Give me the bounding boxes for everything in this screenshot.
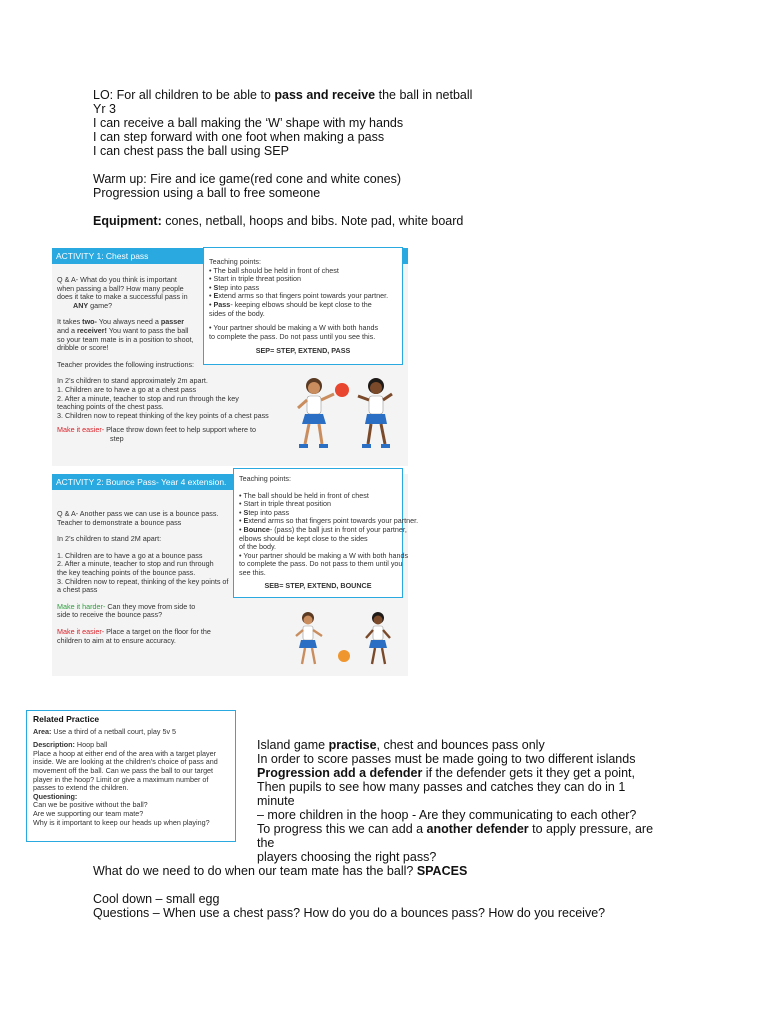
ball-icon <box>338 650 350 662</box>
child-figure-right <box>358 378 392 448</box>
activity-2-text: Q & A- Another pass we can use is a bounce pass. Teacher to demonstrate a bounce pass In 2’s children to stand 2M apart: 1. Children are to have a go at a bounce pass 2. After a minute, teacher to stop and run through the key teaching points of the bounce pass. 3. Children now to repeat, thinking of the key points of a chest pass Make it harder- Can they move from side to side to receive the bounce pass? Make it easier- Place a target on the floor for the children to aim at to ensure accuracy. <box>57 509 229 645</box>
can-statement-2: I can step forward with one foot when making a pass <box>93 130 385 144</box>
make-it-easier-label: Make it easier- <box>57 626 105 636</box>
child-figure-left <box>298 378 334 448</box>
ball-icon <box>335 383 349 397</box>
warmup-line-1: Warm up: Fire and ice game(red cone and white cones) <box>93 172 402 186</box>
bounce-pass-illustration <box>286 608 401 672</box>
island-line-4: Then pupils to see how many passes and catches they can do in 1 <box>257 780 626 794</box>
island-line-9: players choosing the right pass? <box>257 850 437 864</box>
chest-pass-illustration <box>288 372 403 454</box>
warmup-line-2: Progression using a ball to free someone <box>93 186 321 200</box>
make-it-harder-label: Make it harder- <box>57 601 106 611</box>
year-line: Yr 3 <box>93 102 116 116</box>
activity-2-header: ACTIVITY 2: Bounce Pass- Year 4 extension. <box>52 474 234 490</box>
island-line-6: – more children in the hoop - Are they communicating to each other? <box>257 808 637 822</box>
cool-down-line: Cool down – small egg <box>93 892 220 906</box>
lo-line: LO: For all children to be able to pass and receive the ball in netball <box>93 88 473 102</box>
child-figure-right <box>366 612 390 664</box>
island-line-8: the <box>257 836 275 850</box>
island-line-3: Progression add a defender if the defender gets it they get a point, <box>257 766 635 780</box>
related-practice-title: Related Practice <box>33 714 100 724</box>
spaces-line: What do we need to do when our team mate has the ball? SPACES <box>93 864 468 878</box>
related-practice-box: Related Practice Area: Use a third of a netball court, play 5v 5 Description: Hoop ball Place a hoop at either end of the area with a target player inside. We are looking at the children’s choice of pass and movement off the ball. Can we pass the ball to our target player in the hoop? Limit or give a maximum number of passes to extend the children. Questioning: Can we be positive without the ball? Are we supporting our team mate? Why is it important to keep our heads up when playing? <box>26 710 236 842</box>
make-it-easier-label: Make it easier- <box>57 425 105 435</box>
can-statement-3: I can chest pass the ball using SEP <box>93 144 289 158</box>
activity-1-text: Q & A- What do you think is important when passing a ball? How many people does it take to make a successful pass in ANY game? It takes two- You always need a passer and a receiver! You want to pass the ball so your team mate is in a position to shoot, dribble or score! Teacher provides the following instructions: In 2’s children to stand approximately 2m apart. 1. Children are to have a go at a chest pass 2. After a minute, teacher to stop and run through the key teaching points of the chest pass. 3. Children now to repeat thinking of the key points of a chest pass Make it easier- Place throw down feet to help support where to step <box>57 275 269 443</box>
can-statement-1: I can receive a ball making the ‘W’ shape with my hands <box>93 116 404 130</box>
child-figure-left <box>296 612 322 664</box>
island-line-2: In order to score passes must be made going to two different islands <box>257 752 636 766</box>
activity-2-teaching-points: Teaching points: • The ball should be held in front of chest • Start in triple threat position • Step into pass • Extend arms so that fingers point towards your partner. • Bounce- (pass) the ball just in front of your partner, elbows should be kept close to the sides of the body. • Your partner should be making a W with both hands to complete the pass. Do not pass to them until you see this. SEB= STEP, EXTEND, BOUNCE <box>233 468 403 598</box>
activity-1-header: ACTIVITY 1: Chest pass <box>52 248 408 264</box>
activity-1-teaching-points: Teaching points: • The ball should be held in front of chest • Start in triple threat position • Step into pass • Extend arms so that fingers point towards your partner. • Pass- keeping elbows should be kept close to the sides of the body. • Your partner should be making a W with both hands to complete the pass. Do not pass until you see this. SEP= STEP, EXTEND, PASS <box>203 247 403 365</box>
equipment-line: Equipment: cones, netball, hoops and bibs. Note pad, white board <box>93 214 464 228</box>
island-line-1: Island game practise, chest and bounces pass only <box>257 738 545 752</box>
island-line-5: minute <box>257 794 295 808</box>
questions-line: Questions – When use a chest pass? How do you do a bounces pass? How do you receive? <box>93 906 606 920</box>
island-line-7: To progress this we can add a another defender to apply pressure, are <box>257 822 654 836</box>
